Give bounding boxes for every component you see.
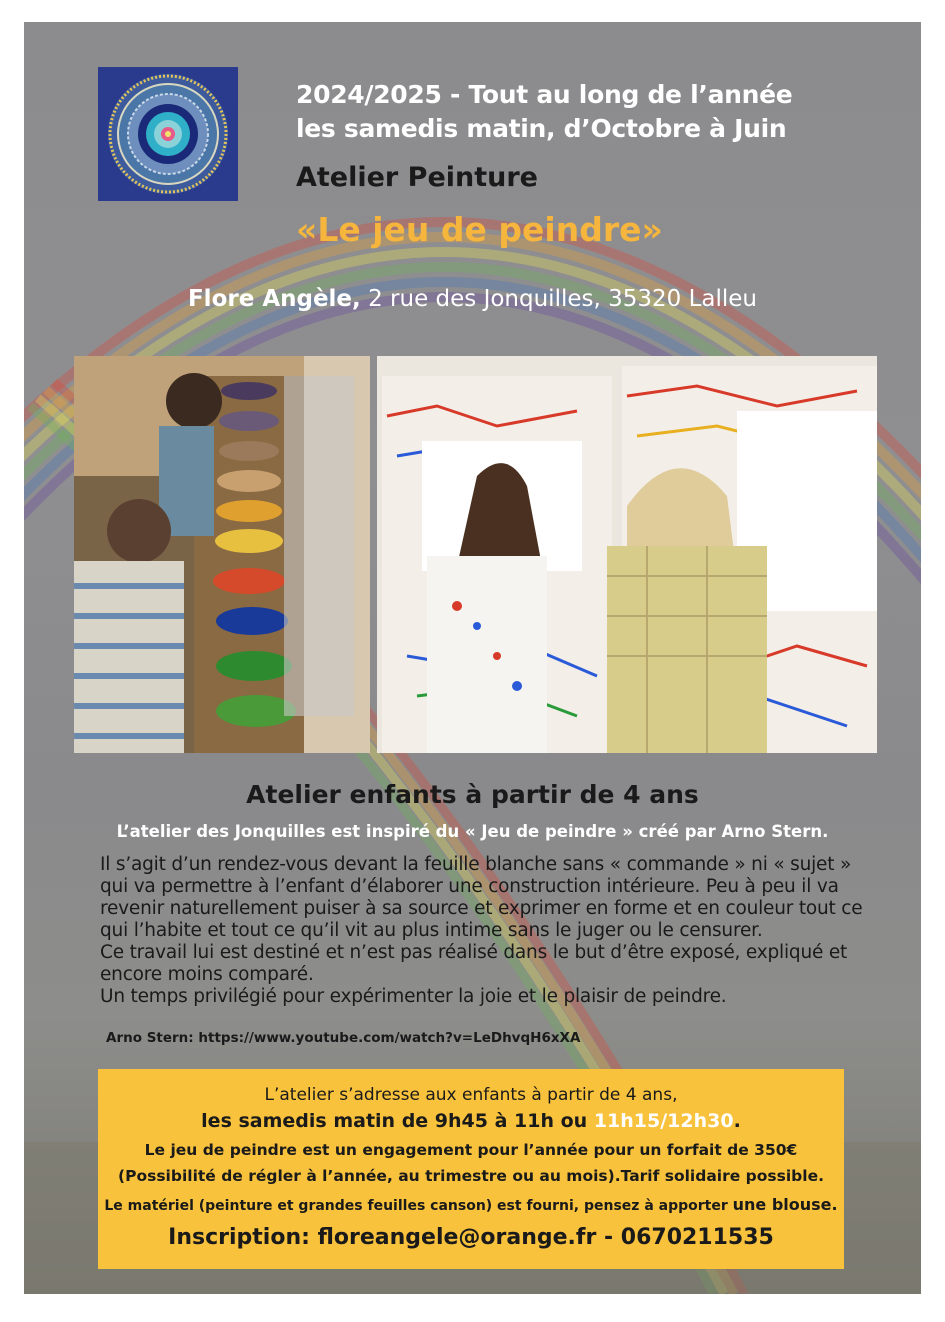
dates-line-1: 2024/2025 - Tout au long de l’année [296, 80, 793, 109]
dates-line-2: les samedis matin, d’Octobre à Juin [296, 114, 787, 143]
info-material-text: Le matériel (peinture et grandes feuilles canson) est fourni, pensez à apporter [104, 1198, 733, 1214]
workshop-title: Atelier Peinture [296, 162, 538, 193]
poster [24, 22, 921, 1294]
signup-contact[interactable]: Inscription: floreangele@orange.fr - 0670211535 [168, 1225, 774, 1250]
photo-children-painting-wall [377, 356, 877, 753]
description-paragraph-2: Ce travail lui est destiné et n’est pas réalisé dans le but d’être exposé, expliqué et encore moins comparé. [100, 942, 848, 985]
info-material [98, 1195, 844, 1214]
info-schedule-main: les samedis matin de 9h45 à 11h ou [201, 1110, 594, 1132]
description-paragraph-1: Il s’agit d’un rendez-vous devant la feuille blanche sans « commande » ni « sujet » qui va permettre à l’enfant d’élaborer une construction intérieure. Peu à peu il va revenir naturellement puiser à sa source et exprimer en forme et en couleur tout ce qui l’habite et tout ce qu’il vit au plus intime sans le juger ou le censurer. [100, 854, 863, 941]
painting-logo [98, 67, 238, 201]
address-name: Flore Angèle, [187, 286, 361, 312]
description-text [100, 854, 880, 1008]
info-banner [98, 1069, 844, 1269]
info-schedule-end: . [733, 1110, 741, 1132]
info-material-blouse: une blouse. [732, 1195, 838, 1214]
info-price: Le jeu de peindre est un engagement pour l’année pour un forfait de 350€ [144, 1141, 798, 1159]
photo-children-paint-pots [74, 356, 370, 753]
section-intro: L’atelier des Jonquilles est inspiré du « Jeu de peindre » créé par Arno Stern. [116, 822, 829, 841]
section-title: Atelier enfants à partir de 4 ans [246, 780, 699, 809]
address-street: 2 rue des Jonquilles, 35320 Lalleu [360, 286, 758, 312]
address-line [24, 286, 921, 312]
info-audience: L’atelier s’adresse aux enfants à partir de 4 ans, [264, 1085, 678, 1105]
info-schedule-alt: 11h15/12h30 [593, 1110, 734, 1132]
info-payment: (Possibilité de régler à l’année, au trimestre ou au mois).Tarif solidaire possible. [118, 1167, 824, 1185]
description-paragraph-3: Un temps privilégié pour expérimenter la joie et le plaisir de peindre. [100, 986, 727, 1007]
workshop-subtitle: «Le jeu de peindre» [296, 210, 663, 249]
arno-stern-link[interactable]: Arno Stern: https://www.youtube.com/watch?v=LeDhvqH6xXA [106, 1030, 581, 1046]
dates-heading [296, 78, 792, 146]
info-schedule [98, 1110, 844, 1132]
